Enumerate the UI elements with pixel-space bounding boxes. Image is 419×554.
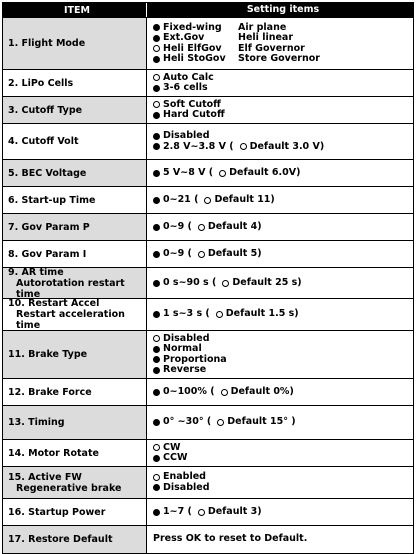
setting-cell	[147, 18, 413, 69]
default-value	[240, 142, 325, 153]
default-text: Default 4)	[207, 220, 262, 232]
default-value	[198, 222, 262, 233]
option-text: Proportiona	[163, 353, 227, 365]
item-label: 3. Cutoff Type	[8, 104, 83, 116]
item-sublabel: Autorotation restart time	[16, 277, 125, 300]
item-label: 13. Timing	[8, 417, 65, 428]
option-line	[153, 344, 413, 355]
setting-cell	[147, 406, 413, 439]
filled-circle-icon	[153, 35, 160, 42]
empty-circle-icon	[198, 251, 205, 258]
option-line	[153, 309, 413, 320]
filled-circle-icon	[153, 367, 160, 374]
setting-cell	[147, 160, 413, 186]
option-line	[153, 222, 413, 233]
empty-circle-icon	[219, 170, 226, 177]
filled-circle-icon	[153, 197, 160, 204]
option-text: 1 s~3 s (	[163, 308, 210, 320]
item-cell	[3, 299, 147, 330]
item-cell	[3, 241, 147, 267]
empty-circle-icon	[198, 224, 205, 231]
empty-circle-icon	[153, 335, 160, 342]
default-value	[217, 417, 295, 428]
empty-circle-icon	[153, 474, 160, 481]
option-text: Press OK to reset to Default.	[153, 533, 308, 545]
default-value	[198, 249, 262, 260]
option-line	[153, 278, 413, 289]
table-row	[3, 267, 413, 298]
item-label: 12. Brake Force	[8, 386, 92, 398]
option-line	[153, 443, 413, 454]
option-text: Heli StoGov	[163, 53, 226, 64]
table-body	[3, 17, 413, 553]
option-desc: Heli linear	[238, 32, 294, 43]
default-text: Default 3)	[207, 505, 262, 517]
empty-circle-icon	[204, 197, 211, 204]
item-label: 1. Flight Mode	[8, 38, 86, 49]
filled-circle-icon	[153, 389, 160, 396]
option-text: Reverse	[163, 364, 207, 375]
table-row	[3, 498, 413, 525]
empty-circle-icon	[153, 101, 160, 108]
option-line	[153, 472, 413, 483]
option-line	[153, 387, 413, 398]
default-value	[198, 507, 262, 518]
option-line	[153, 131, 413, 142]
option-line	[153, 83, 413, 94]
option-text: 5 V~8 V (	[163, 166, 214, 178]
item-cell	[3, 406, 147, 439]
option-line	[153, 365, 413, 376]
item-cell	[3, 18, 147, 69]
item-cell	[3, 467, 147, 498]
option-text: 0~9 (	[163, 247, 192, 259]
option-text: 0 s~90 s (	[163, 276, 217, 288]
filled-circle-icon	[153, 143, 160, 150]
filled-circle-icon	[153, 509, 160, 516]
filled-circle-icon	[153, 85, 160, 92]
default-value	[216, 309, 299, 320]
item-label: 15. Active FW	[8, 471, 82, 483]
table-row	[3, 186, 413, 213]
filled-circle-icon	[153, 356, 160, 363]
option-line	[153, 507, 413, 518]
option-text: 0° ~30° (	[163, 416, 212, 428]
option-a	[153, 54, 238, 65]
table-row	[3, 213, 413, 240]
setting-cell	[147, 268, 413, 298]
empty-circle-icon	[216, 311, 223, 318]
empty-circle-icon	[153, 444, 160, 451]
option-text: 1~7 (	[163, 505, 192, 517]
filled-circle-icon	[153, 455, 160, 462]
table-header	[3, 3, 413, 17]
item-cell	[3, 160, 147, 186]
filled-circle-icon	[153, 280, 160, 287]
item-label: 16. Startup Power	[8, 506, 106, 518]
empty-circle-icon	[240, 143, 247, 150]
filled-circle-icon	[153, 346, 160, 353]
option-text: 0~21 (	[163, 193, 199, 205]
option-text: 3-6 cells	[163, 82, 208, 93]
setting-cell	[147, 499, 413, 525]
setting-cell	[147, 467, 413, 498]
default-text: Default 6.0V)	[229, 166, 301, 178]
table-row	[3, 378, 413, 405]
setting-cell	[147, 97, 413, 123]
default-text: Default 3.0 V)	[249, 140, 325, 152]
empty-circle-icon	[221, 389, 228, 396]
item-label: 4. Cutoff Volt	[8, 136, 79, 147]
default-text: Default 1.5 s)	[225, 308, 299, 320]
setting-cell	[147, 70, 413, 96]
item-label: 8. Gov Param I	[8, 248, 87, 260]
item-label: 2. LiPo Cells	[8, 77, 74, 89]
empty-circle-icon	[217, 419, 224, 426]
table-row	[3, 525, 413, 553]
table-row	[3, 96, 413, 123]
empty-circle-icon	[222, 280, 229, 287]
setting-cell	[147, 379, 413, 405]
table-row	[3, 17, 413, 69]
item-cell	[3, 526, 147, 553]
item-cell	[3, 440, 147, 466]
filled-circle-icon	[153, 170, 160, 177]
option-text: Soft Cutoff	[163, 98, 221, 110]
option-text: 2.8 V~3.8 V (	[163, 140, 234, 152]
empty-circle-icon	[153, 74, 160, 81]
settings-table	[2, 2, 414, 554]
table-row	[3, 69, 413, 96]
setting-cell	[147, 241, 413, 267]
default-text: Default 0%)	[230, 385, 294, 397]
option-text: Disabled	[163, 332, 210, 344]
option-text: Normal	[163, 343, 202, 354]
default-text: Default 25 s)	[232, 276, 302, 288]
empty-circle-icon	[198, 509, 205, 516]
item-cell	[3, 124, 147, 159]
item-cell	[3, 268, 147, 298]
option-text: Auto Calc	[163, 71, 214, 83]
option-text: 0~9 (	[163, 220, 192, 232]
option-line	[153, 33, 413, 44]
item-label: 5. BEC Voltage	[8, 167, 87, 179]
filled-circle-icon	[153, 112, 160, 119]
option-line	[153, 110, 413, 121]
option-line	[153, 195, 413, 206]
option-text: Disabled	[163, 481, 210, 493]
header-item: ITEM	[3, 3, 147, 17]
setting-cell	[147, 299, 413, 330]
setting-cell	[147, 187, 413, 213]
table-row	[3, 298, 413, 330]
default-value	[222, 278, 301, 289]
option-text: Fixed-wing	[163, 21, 222, 33]
option-line	[153, 453, 413, 464]
item-label: 9. AR time	[8, 266, 64, 278]
default-text: Default 15° )	[227, 416, 296, 428]
default-text: Default 11)	[214, 193, 275, 205]
option-text: Ext.Gov	[163, 32, 205, 43]
option-text: Enabled	[163, 471, 206, 482]
setting-cell	[147, 214, 413, 240]
item-label: 17. Restore Default	[8, 534, 113, 545]
table-row	[3, 123, 413, 159]
table-row	[3, 405, 413, 439]
setting-cell	[147, 124, 413, 159]
option-text: Disabled	[163, 130, 210, 141]
filled-circle-icon	[153, 24, 160, 31]
option-line	[153, 483, 413, 494]
empty-circle-icon	[153, 45, 160, 52]
option-text: Heli ElfGov	[163, 42, 222, 54]
table-row	[3, 330, 413, 378]
option-text: Hard Cutoff	[163, 109, 225, 120]
item-cell	[3, 214, 147, 240]
default-text: Default 5)	[207, 247, 262, 259]
filled-circle-icon	[153, 251, 160, 258]
option-desc: Store Governor	[238, 53, 320, 64]
item-sublabel: Restart acceleration time	[16, 309, 125, 331]
option-line	[153, 142, 413, 153]
default-value	[204, 195, 274, 206]
option-text: 0~100% (	[163, 385, 215, 397]
table-row	[3, 466, 413, 498]
option-text: CW	[163, 441, 181, 453]
option-line	[153, 54, 413, 65]
item-label: 10. Restart Accel	[8, 298, 100, 309]
default-value	[219, 168, 300, 179]
option-line	[153, 168, 413, 179]
filled-circle-icon	[153, 484, 160, 491]
item-cell	[3, 499, 147, 525]
item-cell	[3, 70, 147, 96]
item-cell	[3, 379, 147, 405]
table-row	[3, 159, 413, 186]
item-label: 11. Brake Type	[8, 349, 88, 360]
filled-circle-icon	[153, 419, 160, 426]
option-desc: Elf Governor	[238, 42, 305, 54]
option-line	[153, 534, 413, 545]
option-line	[153, 417, 413, 428]
setting-cell	[147, 440, 413, 466]
item-cell	[3, 187, 147, 213]
option-desc: Air plane	[238, 21, 287, 33]
item-label: 14. Motor Rotate	[8, 447, 99, 459]
setting-cell	[147, 526, 413, 553]
option-a	[153, 33, 238, 44]
option-text: CCW	[163, 452, 188, 463]
header-setting: Setting items	[246, 3, 320, 15]
setting-cell	[147, 331, 413, 378]
filled-circle-icon	[153, 133, 160, 140]
item-label: 7. Gov Param P	[8, 221, 90, 233]
table-row	[3, 240, 413, 267]
item-cell	[3, 97, 147, 123]
filled-circle-icon	[153, 311, 160, 318]
item-cell	[3, 331, 147, 378]
table-row	[3, 439, 413, 466]
filled-circle-icon	[153, 224, 160, 231]
item-label: 6. Start-up Time	[8, 194, 96, 206]
option-line	[153, 249, 413, 260]
item-sublabel: Regenerative brake	[16, 482, 122, 494]
default-value	[221, 387, 294, 398]
filled-circle-icon	[153, 56, 160, 63]
